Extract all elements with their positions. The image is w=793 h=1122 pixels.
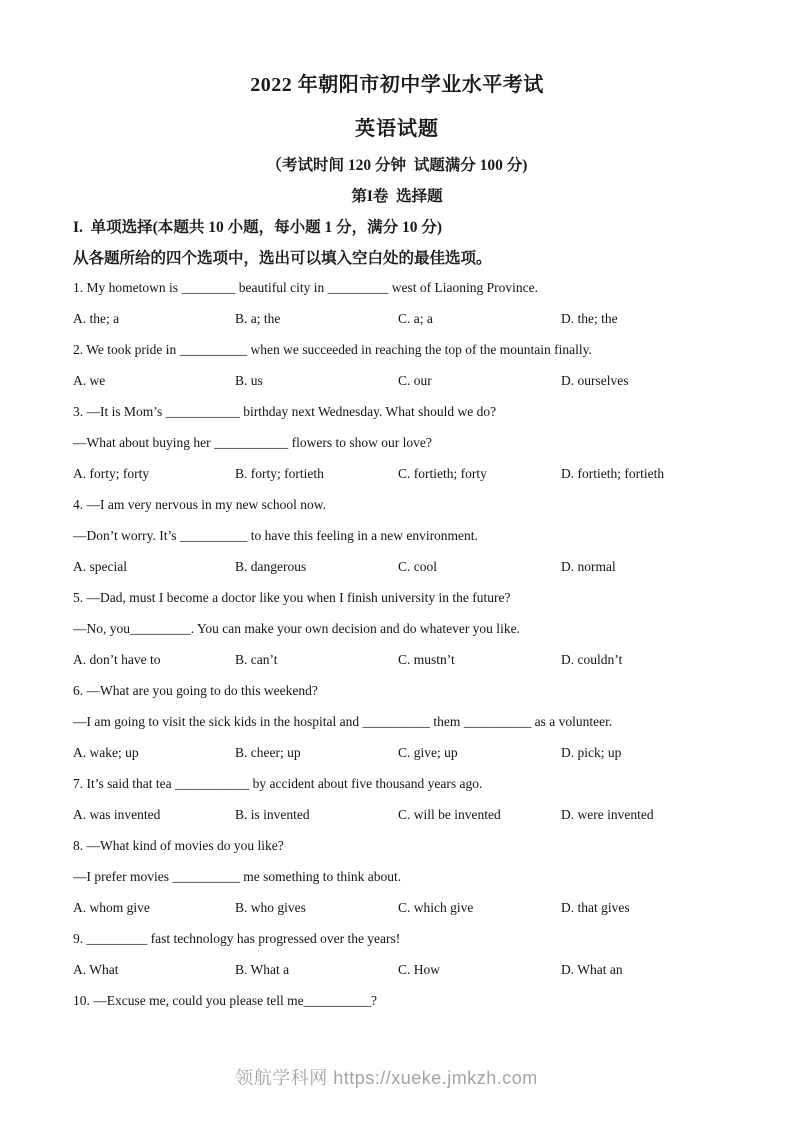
question-5 xyxy=(73,582,721,675)
question-text-reply: —I am going to visit the sick kids in the hospital and __________ them __________ as a volunteer. xyxy=(73,713,613,729)
question-text: 4. —I am very nervous in my new school now. xyxy=(73,496,326,512)
question-text: 7. It’s said that tea ___________ by accident about five thousand years ago. xyxy=(73,775,483,791)
option-c: C. our xyxy=(398,372,432,388)
option-a: A. forty; forty xyxy=(73,465,150,481)
question-text: 10. —Excuse me, could you please tell me__________? xyxy=(73,992,378,1008)
options-row xyxy=(73,954,721,985)
option-d: D. normal xyxy=(561,558,616,574)
option-d: D. pick; up xyxy=(561,744,622,760)
option-d: D. that gives xyxy=(561,899,630,915)
option-c: C. a; a xyxy=(398,310,433,326)
option-a: A. the; a xyxy=(73,310,120,326)
option-a: A. whom give xyxy=(73,899,150,915)
option-c: C. give; up xyxy=(398,744,458,760)
option-a: A. was invented xyxy=(73,806,161,822)
site-watermark: 领航学科网 https://xueke.jmkzh.com xyxy=(235,1068,538,1088)
option-d: D. were invented xyxy=(561,806,654,822)
option-b: B. a; the xyxy=(235,310,281,326)
option-d: D. the; the xyxy=(561,310,618,326)
option-a: A. What xyxy=(73,961,119,977)
option-b: B. dangerous xyxy=(235,558,307,574)
question-text: 9. _________ fast technology has progressed over the years! xyxy=(73,930,401,946)
question-9 xyxy=(73,923,721,985)
option-d: D. fortieth; fortieth xyxy=(561,465,665,481)
exam-subject-title: 英语试题 xyxy=(355,117,439,140)
question-text: 8. —What kind of movies do you like? xyxy=(73,837,284,853)
option-a: A. special xyxy=(73,558,127,574)
question-3 xyxy=(73,396,721,489)
question-text-reply: —What about buying her ___________ flowers to show our love? xyxy=(73,434,432,450)
option-b: B. can’t xyxy=(235,651,278,667)
options-row xyxy=(73,892,721,923)
option-c: C. will be invented xyxy=(398,806,501,822)
question-text: 6. —What are you going to do this weekend? xyxy=(73,682,318,698)
question-text-reply: —I prefer movies __________ me something to think about. xyxy=(73,868,402,884)
option-b: B. is invented xyxy=(235,806,310,822)
option-c: C. mustn’t xyxy=(398,651,455,667)
options-row xyxy=(73,799,721,830)
options-row xyxy=(73,458,721,489)
option-b: B. forty; fortieth xyxy=(235,465,324,481)
question-text-reply: —No, you_________. You can make your own decision and do whatever you like. xyxy=(73,620,520,636)
options-row xyxy=(73,365,721,396)
question-6 xyxy=(73,675,721,768)
option-a: A. wake; up xyxy=(73,744,139,760)
section-heading: I. 单项选择(本题共 10 小题，每小题 1 分，满分 10 分) xyxy=(73,218,442,236)
question-7 xyxy=(73,768,721,830)
option-c: C. fortieth; forty xyxy=(398,465,487,481)
option-d: D. ourselves xyxy=(561,372,629,388)
option-d: D. couldn’t xyxy=(561,651,623,667)
option-d: D. What an xyxy=(561,961,623,977)
option-b: B. What a xyxy=(235,961,290,977)
question-text: 2. We took pride in __________ when we succeeded in reaching the top of the mountain finally. xyxy=(73,341,592,357)
options-row xyxy=(73,644,721,675)
question-1 xyxy=(73,272,721,334)
option-c: C. which give xyxy=(398,899,474,915)
option-a: A. don’t have to xyxy=(73,651,161,667)
question-4 xyxy=(73,489,721,582)
exam-title: 2022 年朝阳市初中学业水平考试 xyxy=(250,73,544,96)
question-2 xyxy=(73,334,721,396)
question-text: 5. —Dad, must I become a doctor like you when I finish university in the future? xyxy=(73,589,511,605)
option-b: B. who gives xyxy=(235,899,306,915)
options-row xyxy=(73,737,721,768)
part-heading: 第I卷 选择题 xyxy=(351,187,443,205)
options-row xyxy=(73,303,721,334)
question-text-reply: —Don’t worry. It’s __________ to have this feeling in a new environment. xyxy=(73,527,478,543)
option-b: B. cheer; up xyxy=(235,744,301,760)
question-8 xyxy=(73,830,721,923)
question-text: 1. My hometown is ________ beautiful city in _________ west of Liaoning Province. xyxy=(73,279,538,295)
options-row xyxy=(73,551,721,582)
option-c: C. How xyxy=(398,961,441,977)
exam-info: （考试时间 120 分钟 试题满分 100 分) xyxy=(266,156,528,174)
question-10 xyxy=(73,985,721,1016)
option-c: C. cool xyxy=(398,558,437,574)
option-b: B. us xyxy=(235,372,263,388)
question-text: 3. —It is Mom’s ___________ birthday next Wednesday. What should we do? xyxy=(73,403,497,419)
section-instruction: 从各题所给的四个选项中，选出可以填入空白处的最佳选项。 xyxy=(73,249,492,267)
option-a: A. we xyxy=(73,372,106,388)
